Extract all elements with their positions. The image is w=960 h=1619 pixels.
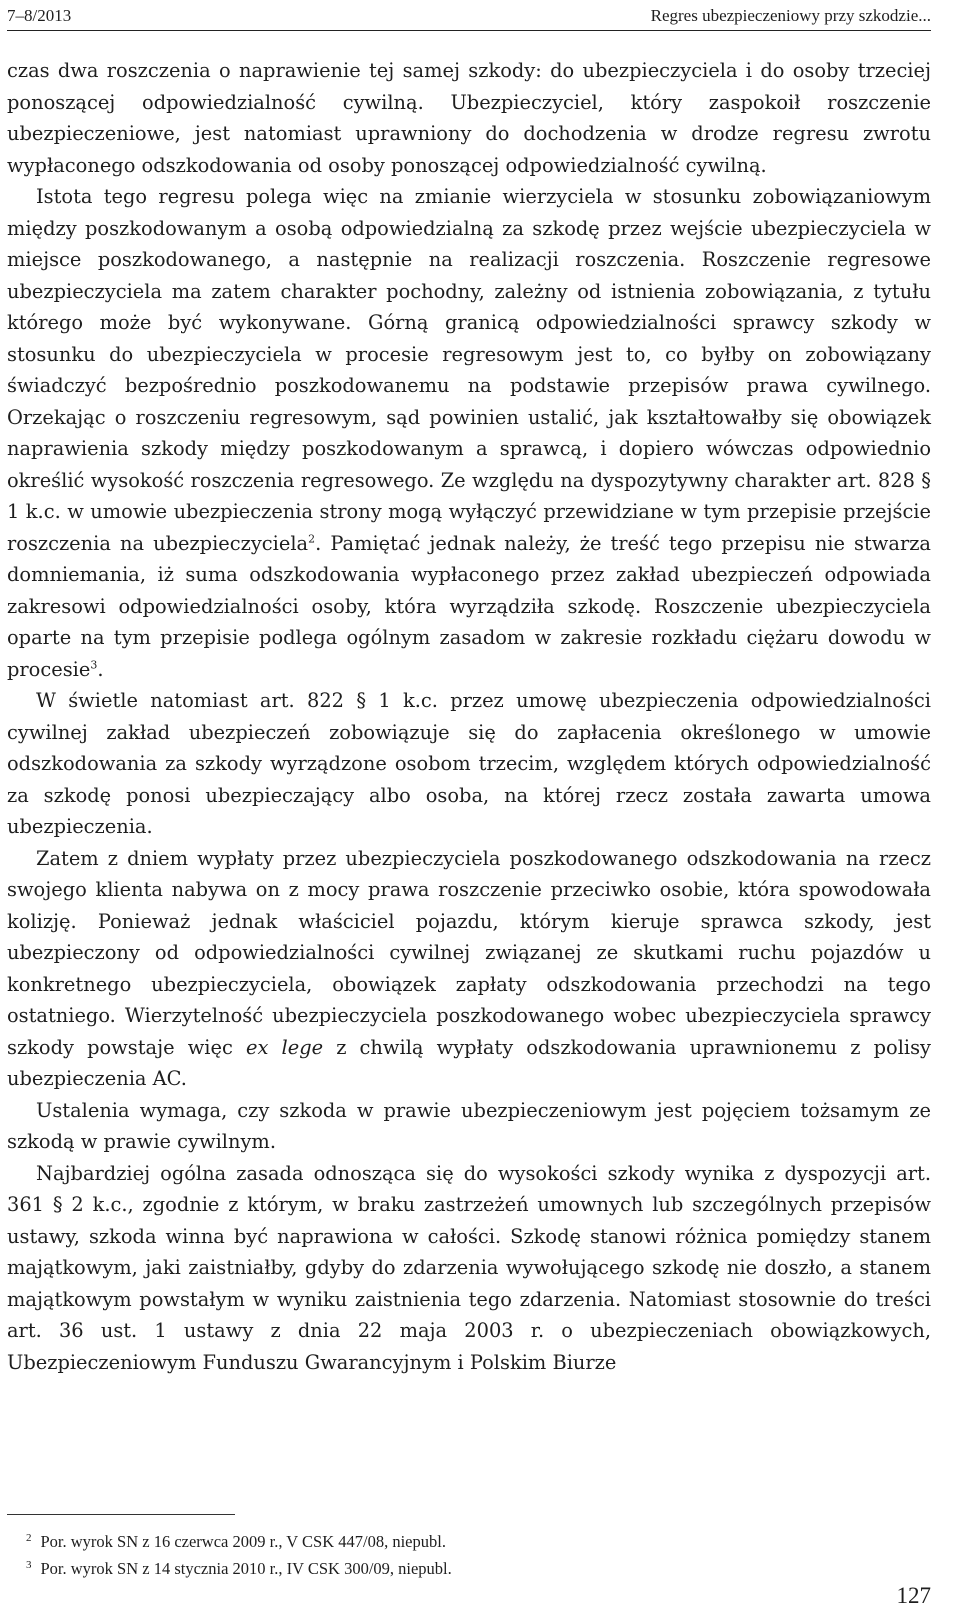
footnote-ref-2[interactable]: 2: [308, 532, 316, 546]
footnotes: [26, 1528, 906, 1582]
paragraph-1: czas dwa roszczenia o naprawienie tej samej szkody: do ubezpieczyciela i do osoby trzeciej ponoszącej odpowiedzialność cywilną. Ubezpieczyciel, który zaspokoił roszczenie ubezpieczeniowe, jest natomiast uprawniony do dochodzenia w drodze regresu zwrotu wypłaconego odszkodowania od osoby ponoszącej odpowiedzialność cywilną.: [7, 59, 931, 177]
page-number: 127: [896, 1583, 931, 1608]
paragraph-4: Zatem z dniem wypłaty przez ubezpieczyciela poszkodowanego odszkodowania na rzecz swojego klienta nabywa on z mocy prawa roszczenie przeciwko osobie, która spowodowała kolizję. Ponieważ jednak właściciel pojazdu, którym kieruje sprawca szkody, jest ubezpieczony od odpowiedzialności cywilnej związanej ze skutkami ruchu pojazdów u konkretnego ubezpieczyciela, obowiązek zapłaty odszkodowania przechodzi na tego ostatniego. Wierzytelność ubezpieczyciela poszkodowanego wobec ubezpieczyciela sprawcy szkody powstaje więc ex lege z chwilą wypłaty odszkodowania uprawnionemu z polisy ubezpieczenia AC.: [7, 846, 931, 1090]
paragraph-3: W świetle natomiast art. 822 § 1 k.c. przez umowę ubezpieczenia odpowiedzialności cywilnej zakład ubezpieczeń zobowiązuje się do zapłacenia określonego w umowie odszkodowania za szkody wyrządzone osobom trzecim, względem których odpowiedzialność za szkodę ponosi ubezpieczający albo osoba, na której rzecz została zawarta umowa ubezpieczenia.: [7, 689, 931, 838]
paragraph-5: Ustalenia wymaga, czy szkoda w prawie ubezpieczeniowym jest pojęciem tożsamym ze szkodą w prawie cywilnym.: [7, 1098, 931, 1153]
footnote-3: $^3$ Por. wyrok SN z 14 stycznia 2010 r., IV CSK 300/09, niepubl.: [26, 1558, 452, 1578]
paragraph-2: Istota tego regresu polega więc na zmianie wierzyciela w stosunku zobowiązaniowym między poszkodowanym a osobą odpowiedzialną za szkodę przez wejście ubezpieczyciela w miejsce poszkodowanego, a następnie na realizacji roszczenia. Roszczenie regresowe ubezpieczyciela ma zatem charakter pochodny, zależny od istnienia zobowiązania, z tytułu którego może być wykonywane. Górną granicą odpowiedzialności sprawcy szkody w stosunku do ubezpieczyciela w procesie regresowym jest to, co byłby on zobowiązany świadczyć bezpośrednio poszkodowanemu na podstawie przepisów prawa cywilnego. Orzekając o roszczeniu regresowym, sąd powinien ustalić, jak kształtowałby się obowiązek naprawienia szkody między poszkodowanym a sprawcą, i dopiero wówczas odpowiednio określić wysokość roszczenia regresowego. Ze względu na dyspozytywny charakter art. 828 § 1 k.c. w umowie ubezpieczenia strony mogą wyłączyć przewidziane w tym przepisie przejście roszczenia na ubezpieczyciela$^2$. Pamiętać jednak należy, że treść tego przepisu nie stwarza domniemania, iż suma odszkodowania wypłaconego przez zakład ubezpieczeń odpowiada zakresowi odpowiedzialności osoby, która wyrządziła szkodę. Roszczenie ubezpieczyciela oparte na tym przepisie podlega ogólnym zasadom w zakresie rozkładu ciężaru dowodu w procesie$^3$.: [7, 185, 931, 681]
paragraph-6: Najbardziej ogólna zasada odnosząca się do wysokości szkody wynika z dyspozycji art. 361 § 2 k.c., zgodnie z którym, w braku zastrzeżeń umownych lub szczególnych przepisów ustawy, szkoda winna być naprawiona w całości. Szkodę stanowi różnica pomiędzy stanem majątkowym, jaki zaistniałby, gdyby do zdarzenia wywołującego szkodę nie doszło, a stanem majątkowym powstałym w wyniku zaistnienia tego zdarzenia. Natomiast stosownie do treści art. 36 ust. 1 ustawy z dnia 22 maja 2003 r. o ubezpieczeniach obowiązkowych, Ubezpieczeniowym Funduszu Gwarancyjnym i Polskim Biurze: [7, 1161, 931, 1374]
footnote-divider: [7, 1514, 235, 1515]
article-body: [7, 55, 931, 1378]
running-header: [7, 4, 931, 31]
article-title: Regres ubezpieczeniowy przy szkodzie...: [650, 6, 931, 25]
latin-term: ex lege: [245, 1035, 324, 1059]
footnote-ref-3[interactable]: 3: [90, 658, 98, 672]
issue-label: 7–8/2013: [7, 6, 72, 25]
footnote-2: $^2$ Por. wyrok SN z 16 czerwca 2009 r., V CSK 447/08, niepubl.: [26, 1531, 446, 1551]
